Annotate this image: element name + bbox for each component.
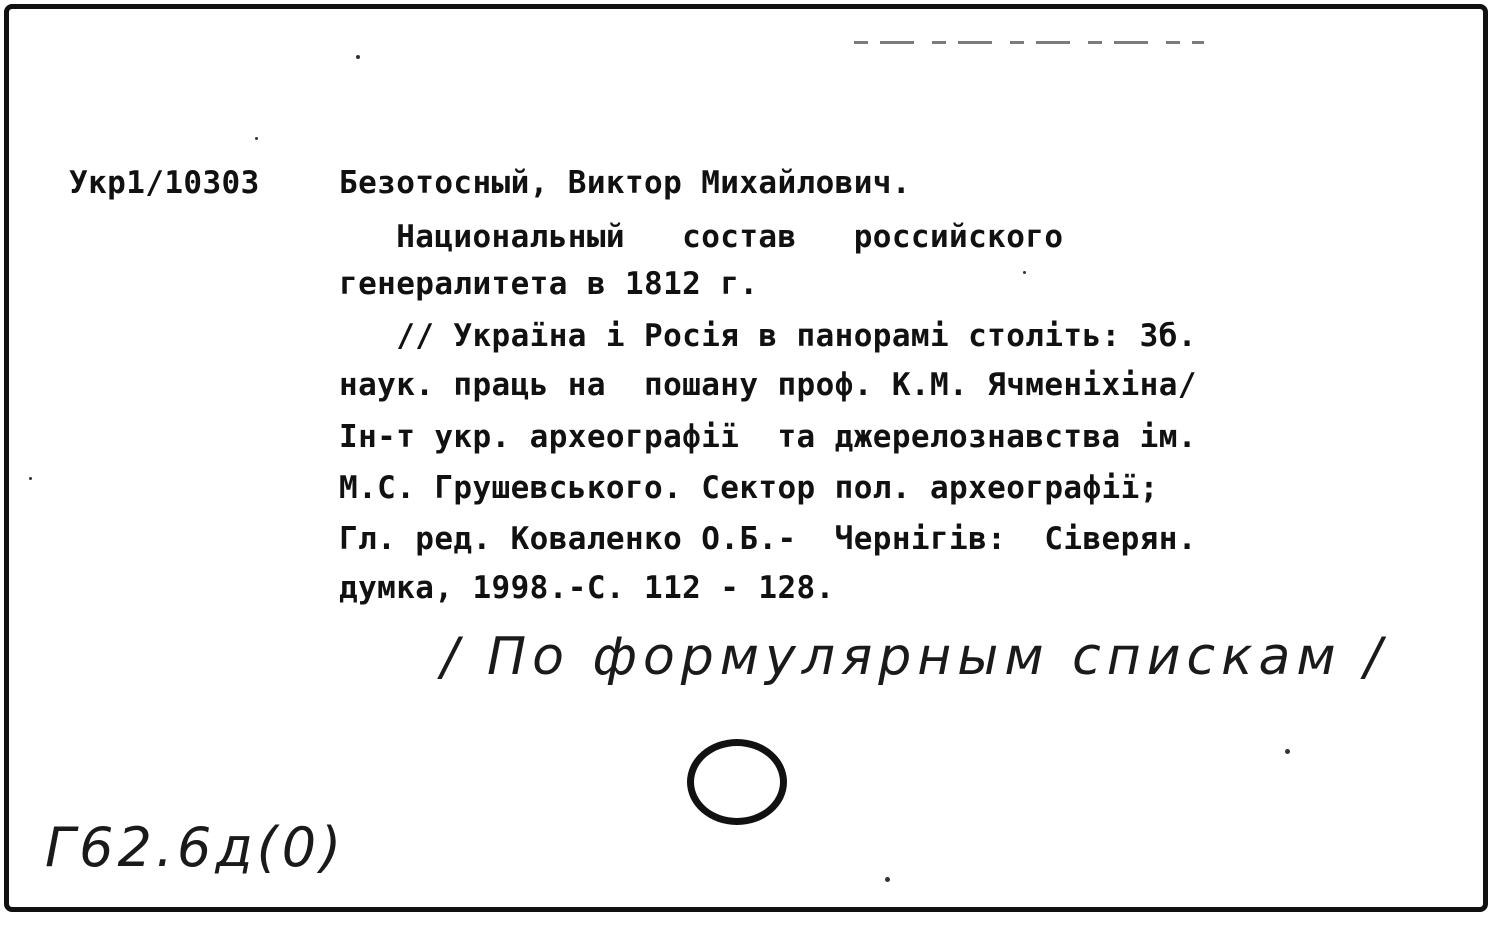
punched-hole [687, 739, 787, 825]
speck [1285, 749, 1290, 754]
shelf-mark: Г62.6д(0) [45, 816, 346, 879]
catalog-card [4, 4, 1488, 912]
source-line-5: Гл. ред. Коваленко О.Б.- Чернігів: Сіверян. [339, 521, 1197, 557]
call-number: Укр1/10303 [69, 165, 260, 201]
handwritten-note: / По формулярным спискам / [441, 627, 1388, 687]
author-line: Безотосный, Виктор Михайлович. [339, 165, 911, 201]
speck [885, 877, 890, 882]
speck [356, 55, 360, 59]
source-line-4: М.С. Грушевського. Сектор пол. археографії; [339, 470, 1159, 506]
title-line-2: генералитета в 1812 г. [339, 266, 759, 302]
source-line-1: // Україна і Росія в панорамі століть: Зб. [339, 318, 1197, 354]
source-line-2: наук. праць на пошану проф. К.М. Ячменіхіна/ [339, 367, 1197, 403]
source-line-3: Ін-т укр. археографії та джерелознавства ім. [339, 419, 1197, 455]
speck [1023, 271, 1026, 274]
speck [255, 137, 258, 140]
faint-dash-marks [854, 41, 1204, 44]
speck [29, 477, 32, 480]
title-line-1: Национальный состав российского [339, 219, 1064, 255]
source-line-6: думка, 1998.-С. 112 - 128. [339, 570, 835, 606]
